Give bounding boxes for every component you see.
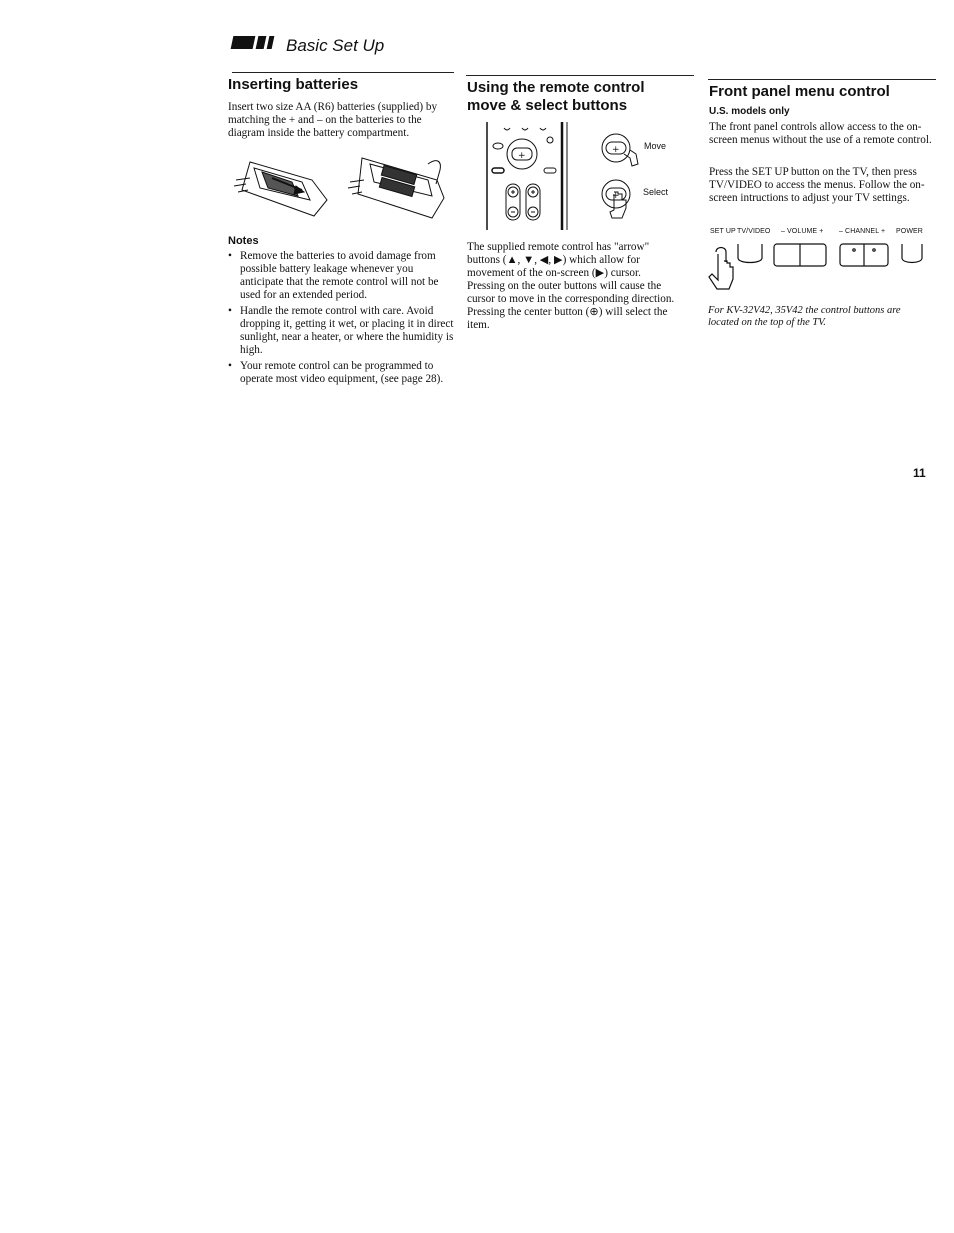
remote-para-line: buttons (▲, ▼, ◀, ▶) which allow for: [467, 254, 640, 266]
remote-control-heading: [467, 79, 707, 115]
btn-label-power: POWER: [896, 228, 923, 235]
btn-label-tvvideo: TV/VIDEO: [737, 228, 771, 235]
front-panel-caption: For KV-32V42, 35V42 the control buttons are located on the top of the TV.: [708, 305, 901, 328]
btn-label-channel: – CHANNEL +: [839, 228, 886, 235]
batteries-intro: Insert two size AA (R6) batteries (supplied) by matching the + and – on the batteries to the diagram inside the battery compartment.: [228, 101, 438, 139]
note-item: • Handle the remote control with care. Avoid dropping it, getting it wet, or placing it in direct sunlight, near a heater, or where the humidity is high.: [226, 305, 454, 357]
front-panel-para2: Press the SET UP button on the TV, then press TV/VIDEO to access the menus. Follow the on-screen intructions to adjust your TV settings.: [709, 166, 925, 204]
header-rule-3: [708, 79, 936, 80]
move-label: Move: [644, 141, 667, 151]
battery-insertion-illustration: [232, 150, 452, 228]
remote-control-illustration: [482, 120, 572, 232]
btn-label-setup: SET UP: [710, 228, 736, 235]
notes-heading: Notes: [228, 235, 259, 247]
section-title: Basic Set Up: [286, 36, 385, 55]
page-number: 11: [913, 466, 926, 480]
svg-text:+: +: [612, 191, 620, 201]
inserting-batteries-heading: Inserting batteries: [228, 76, 359, 93]
remote-heading-line2: move & select buttons: [467, 97, 628, 114]
note-item: • Your remote control can be programmed to operate most video equipment, (see page 28).: [226, 360, 454, 386]
remote-para-line: movement of the on-screen (▶) cursor.: [467, 267, 641, 279]
front-panel-para1: The front panel controls allow access to the on-screen menus without the use of a remote control.: [709, 121, 932, 146]
note-item: • Remove the batteries to avoid damage from possible battery leakage whenever you anticipate that the remote control will not be used for an extended period.: [226, 250, 454, 302]
remote-para-line: Pressing on the outer buttons will cause the: [467, 280, 662, 292]
remote-heading-line1: Using the remote control: [467, 79, 645, 96]
svg-text:+: +: [518, 151, 526, 161]
remote-para-line: cursor to move in the corresponding direction.: [467, 293, 675, 305]
remote-para-line: Pressing the center button (⊕) will select the: [467, 306, 668, 318]
notes-list: [226, 250, 454, 389]
btn-label-volume: – VOLUME +: [781, 228, 824, 235]
section-marker: [232, 36, 276, 54]
select-button-icon: [598, 178, 642, 220]
select-label: Select: [643, 187, 669, 197]
us-models-subheading: U.S. models only: [709, 106, 790, 117]
front-panel-buttons-illustration: [704, 238, 928, 298]
remote-para-line: The supplied remote control has "arrow": [467, 241, 650, 253]
remote-control-paragraph: [467, 241, 699, 332]
front-panel-heading: Front panel menu control: [709, 83, 890, 100]
move-button-icon: [598, 132, 642, 172]
svg-text:+: +: [612, 145, 620, 155]
header-rule: [232, 72, 454, 73]
remote-para-line: item.: [467, 319, 490, 331]
header-rule-2: [466, 75, 694, 76]
